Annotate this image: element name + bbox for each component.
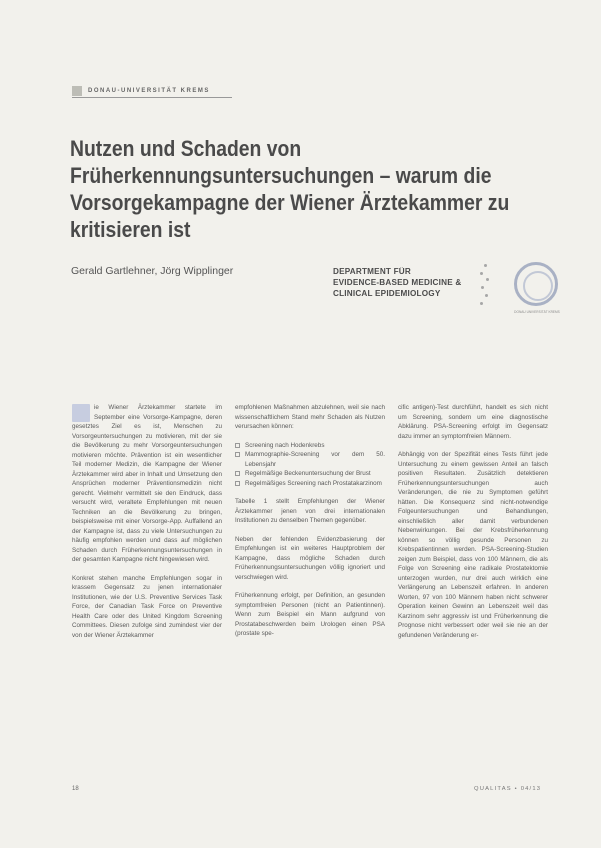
department-line-2: EVIDENCE-BASED MEDICINE & — [333, 278, 462, 287]
list-item: Screening nach Hodenkrebs — [235, 441, 385, 451]
department-line-1: DEPARTMENT FÜR — [333, 267, 411, 276]
paragraph: empfohlenen Maßnahmen abzulehnen, weil sie nach wissenschaftlichem Stand mehr Schaden als Nutzen verursachen können: — [235, 404, 385, 430]
paragraph: Tabelle 1 stellt Empfehlungen der Wiener Ärztekammer jenen von drei internationalen Institutionen zu denselben Themen gegenüber. — [235, 498, 385, 524]
seal-caption: DONAU UNIVERSITÄT KREMS — [514, 310, 560, 314]
department-logo-dots — [480, 264, 494, 312]
running-header — [72, 86, 210, 96]
header-label: DONAU-UNIVERSITÄT KREMS — [88, 88, 210, 94]
paragraph: Konkret stehen manche Empfehlungen sogar in krassem Gegensatz zu jenen internationaler Institutionen, wie der U.S. Preventive Services Task Force, der Canadian Task Force on Preventive Health Care oder des United Kingdom Screening Committees. Diesen zufolge sind zumindest vier der von der Wiener Ärztekammer — [72, 574, 222, 639]
dropcap-icon — [72, 404, 90, 422]
department-line-3: CLINICAL EPIDEMIOLOGY — [333, 289, 441, 298]
page-number: 18 — [72, 786, 79, 792]
article-title: Nutzen und Schaden von Früherkennungsuntersuchungen – warum die Vorsorgekampagne der Wiener Ärztekammer zu kritisieren ist — [70, 136, 510, 242]
paragraph: Abhängig von der Spezifität eines Tests führt jede Untersuchung zu einem gewissen Anteil an falsch positiven Resultaten. Zusätzlich detektieren Früherkennungsuntersuchungen auch Veränderungen, die nie zu Symptomen geführt hätten. Die Konsequenz sind nicht-notwendige Folgeuntersuchungen und Behandlungen, einschließlich aller damit verbundenen Nebenwirkungen. Bei der Krebsfrüherkennung können so völlig gesunde Personen zu Krebspatientinnen werden. PSA-Screening-Studien zeigen zum Beispiel, dass von 100 Männern, die als Folge von Screening eine radikale Prostatektomie unterzogen wurden, nur drei auch wirklich eine Verlängerung an Lebenszeit erfahren. In anderen Worten, 97 von 100 Männern haben nicht schwerer Operation keinen Gewinn an Lebenszeit weil das Karzinom sehr aggressiv ist und Früherkennung die Prognose nicht verbessert oder weil sie nie an der gefundenen Veränderung er- — [398, 451, 548, 639]
header-rule — [72, 97, 232, 98]
department-logo-text — [333, 266, 461, 299]
paragraph: cific antigen)-Test durchführt, handelt es sich nicht um Screening, sondern um eine diagnostische Abklärung. PSA-Screening erfolgt im Gegensatz dazu immer an symptomfreien Männern. — [398, 404, 548, 440]
article-authors: Gerald Gartlehner, Jörg Wipplinger — [71, 265, 234, 277]
list-item: Regelmäßiges Screening nach Prostatakarzinom — [235, 479, 385, 489]
university-seal-icon — [514, 262, 558, 306]
paragraph: Neben der fehlenden Evidenzbasierung der Empfehlungen ist ein weiteres Hauptproblem der Kampagne, dass mögliche Schaden durch Früherkennungsuntersuchungen völlig ignoriert und verschwiegen wird. — [235, 535, 385, 581]
recommendation-list — [235, 441, 385, 489]
header-marker — [72, 86, 82, 96]
text-column-2 — [235, 403, 385, 648]
paragraph — [72, 403, 222, 565]
paragraph-text: ie Wiener Ärztekammer startete im September eine Vorsorge-Kampagne, deren gesetztes Ziel es ist, Menschen zu Vorsorgeuntersuchungen zu motivieren, mit der sie die Bevölkerung zu mehr Vorsorgeuntersuchungen motivieren möchte. Prävention ist ein wesentlicher Teil moderner Medizin, die Kampagne der Wiener Ärztekammer wird aber in Inhalt und Umsetzung den Ansprüchen moderner Präventionsmedizin nicht gerecht. Vielmehr vermittelt sie den Eindruck, dass versucht wird, veraltete Empfehlungen mit neuen Techniken an die Bevölkerung zu bringen, beispielsweise mit einer Vorsorge-App. Auffallend an der Kampagne ist, dass zu viele Untersuchungen zu häufig empfohlen werden und dass auf möglichen Schaden durch Früherkennungsuntersuchungen in der gesamten Kampagne nicht hingewiesen wird. — [72, 404, 222, 563]
text-column-1 — [72, 403, 222, 649]
list-item: Regelmäßige Beckenuntersuchung der Brust — [235, 469, 385, 479]
journal-footer: QUALITAS • 04/13 — [474, 786, 542, 792]
paragraph: Früherkennung erfolgt, per Definition, an gesunden symptomfreien Personen (nicht an Patientinnen). Wenn zum Beispiel ein Mann aufgrund von Prostatabeschwerden beim Urologen einen PSA (prostate spe- — [235, 592, 385, 637]
text-column-3 — [398, 403, 548, 649]
list-item: Mammographie-Screening vor dem 50. Lebensjahr — [235, 450, 385, 469]
